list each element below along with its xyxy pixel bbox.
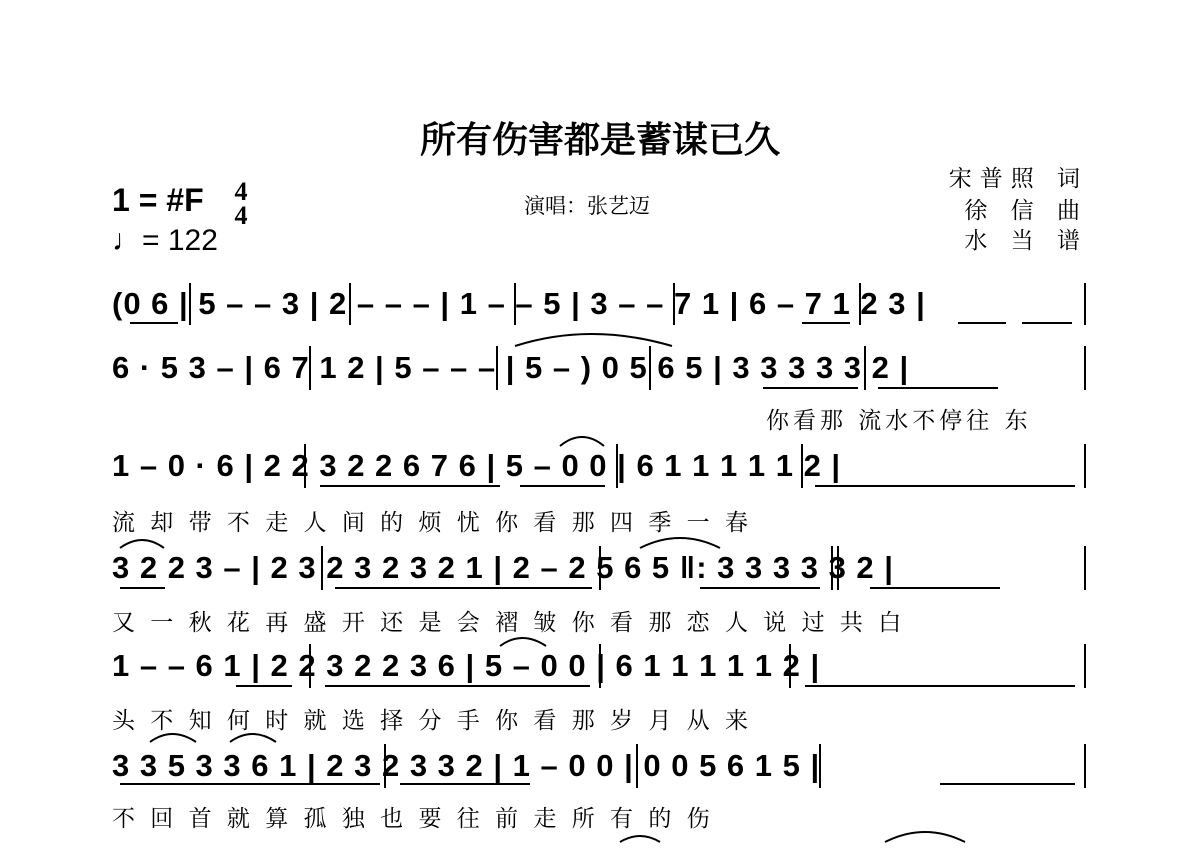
slur [640, 538, 720, 548]
system-5-notes: 1 – – 6 1 | 2 2 3 2 2 3 6 | 5 – 0 0 | 6 1 1 1 1 1 2 | [112, 648, 821, 683]
slur [120, 540, 164, 548]
slur [500, 638, 546, 646]
time-signature-top: 4 [234, 177, 248, 206]
system-4-notes: 3 2 2 3 – | 2 3 2 3 2 3 2 1 | 2 – 2 5 6 5 ‖: 3 3 3 3 3 2 | [112, 550, 894, 585]
slur [885, 832, 965, 842]
composer-credit: 徐 信 曲 [964, 198, 1088, 224]
slur [515, 334, 672, 346]
transcriber-credit: 水 当 谱 [964, 228, 1088, 254]
performer-label: 演唱：张艺迈 [524, 194, 650, 218]
system-4-lyrics: 又 一 秋 花 再 盛 开 还 是 会 褶 皱 你 看 那 恋 人 说 过 共 白 [112, 610, 906, 636]
page-title: 所有伤害都是蓄谋已久 [419, 120, 780, 161]
tempo-mark: ♩= 122 [112, 224, 218, 257]
system-5-lyrics: 头 不 知 何 时 就 选 择 分 手 你 看 那 岁 月 从 来 [112, 708, 752, 734]
key-signature: 1 = #F [112, 182, 204, 218]
lyricist-credit: 宋普照 词 [948, 166, 1088, 192]
slur [620, 836, 660, 842]
system-6-lyrics: 不 回 首 就 算 孤 独 也 要 往 前 走 所 有 的 伤 [112, 806, 714, 832]
system-3-notes: 1 – 0 · 6 | 2 2 3 2 2 6 7 6 | 5 – 0 0 | 6 1 1 1 1 1 2 | [112, 448, 842, 483]
system-6-notes: 3 3 5 3 3 6 1 | 2 3 2 3 3 2 | 1 – 0 0 | 0 0 5 6 1 5 | [112, 748, 821, 783]
slur [230, 734, 276, 742]
time-signature-bottom: 4 [234, 201, 248, 230]
system-2-lyrics: 你看那 流水不停往 东 [766, 408, 1032, 434]
time-signature [228, 177, 254, 230]
system-3-lyrics: 流 却 带 不 走 人 间 的 烦 忧 你 看 那 四 季 一 春 [112, 510, 752, 536]
system-1-notes: (0 6 | 5 – – 3 | 2 – – – | 1 – – 5 | 3 – – 7 1 | 6 – 7 1 2 3 | [112, 286, 926, 321]
slur [150, 734, 196, 742]
slur [560, 437, 604, 446]
system-2-notes: 6 · 5 3 – | 6 7 1 2 | 5 – – – | 5 – ) 0 5 6 5 | 3 3 3 3 3 2 | [112, 350, 910, 385]
